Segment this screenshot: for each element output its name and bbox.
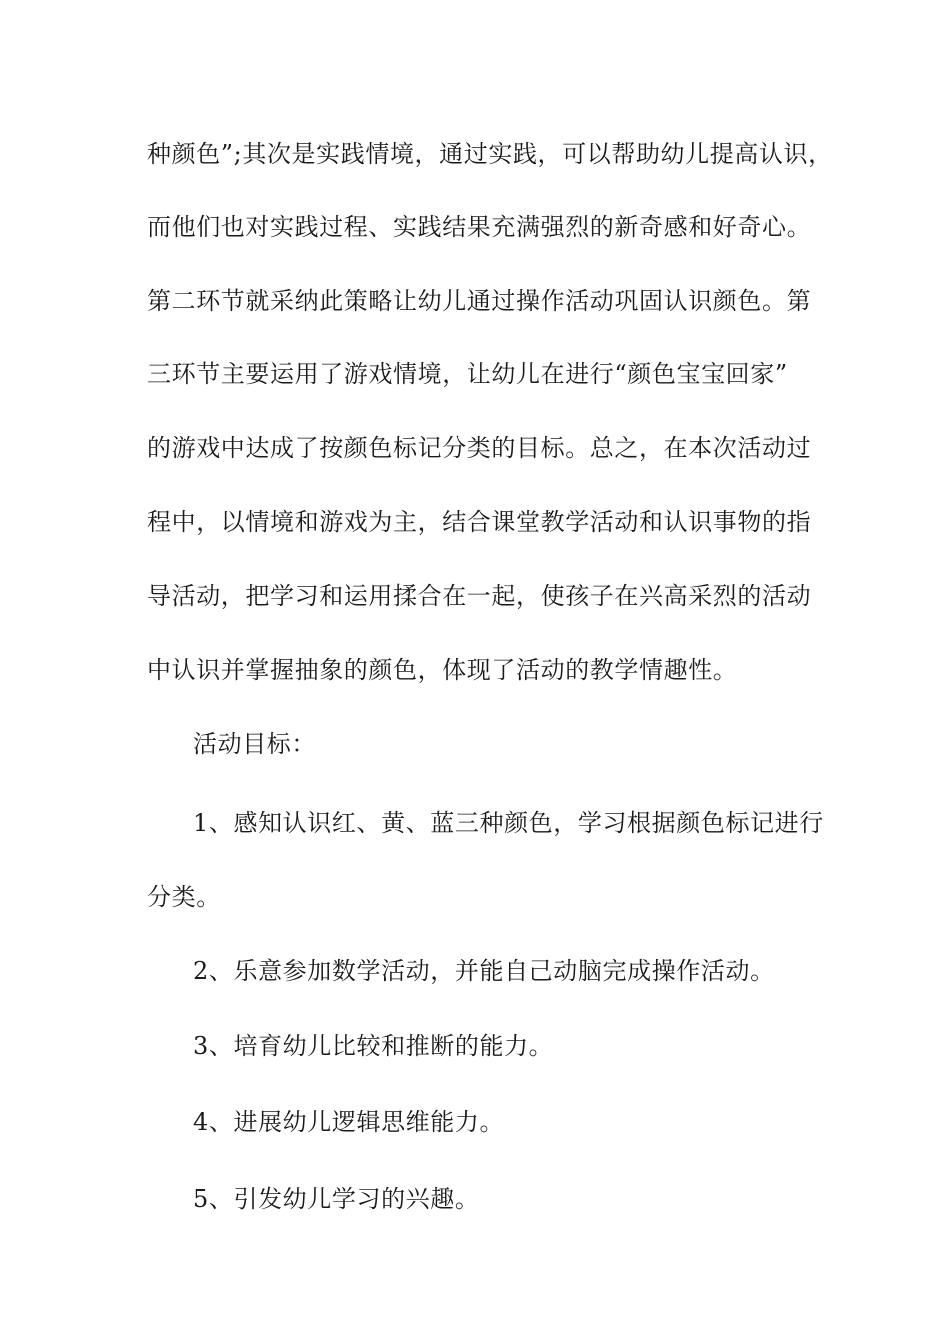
paragraph-line: 三环节主要运用了游戏情境，让幼儿在进行“颜色宝宝回家” bbox=[147, 360, 788, 388]
section-heading: 活动目标： bbox=[193, 730, 316, 758]
paragraph-line: 而他们也对实践过程、实践结果充满强烈的新奇感和好奇心。 bbox=[147, 213, 812, 241]
paragraph-line: 中认识并掌握抽象的颜色，体现了活动的教学情趣性。 bbox=[147, 656, 738, 684]
paragraph-line: 种颜色”;其次是实践情境，通过实践，可以帮助幼儿提高认识， bbox=[147, 140, 833, 168]
paragraph-line: 的游戏中达成了按颜色标记分类的目标。总之，在本次活动过 bbox=[147, 434, 812, 462]
goal-item: 2、乐意参加数学活动，并能自己动脑完成操作活动。 bbox=[193, 957, 775, 985]
paragraph-line: 程中，以情境和游戏为主，结合课堂教学活动和认识事物的指 bbox=[147, 508, 812, 536]
goal-item: 3、培育幼儿比较和推断的能力。 bbox=[193, 1032, 554, 1060]
goal-item-continuation: 分类。 bbox=[147, 883, 221, 911]
goal-item: 4、进展幼儿逻辑思维能力。 bbox=[193, 1108, 505, 1136]
goal-item: 1、感知认识红、黄、蓝三种颜色，学习根据颜色标记进行 bbox=[193, 809, 824, 837]
goal-item: 5、引发幼儿学习的兴趣。 bbox=[193, 1185, 480, 1213]
paragraph-line: 第二环节就采纳此策略让幼儿通过操作活动巩固认识颜色。第 bbox=[147, 287, 812, 315]
paragraph-line: 导活动，把学习和运用揉合在一起，使孩子在兴高采烈的活动 bbox=[147, 582, 812, 610]
